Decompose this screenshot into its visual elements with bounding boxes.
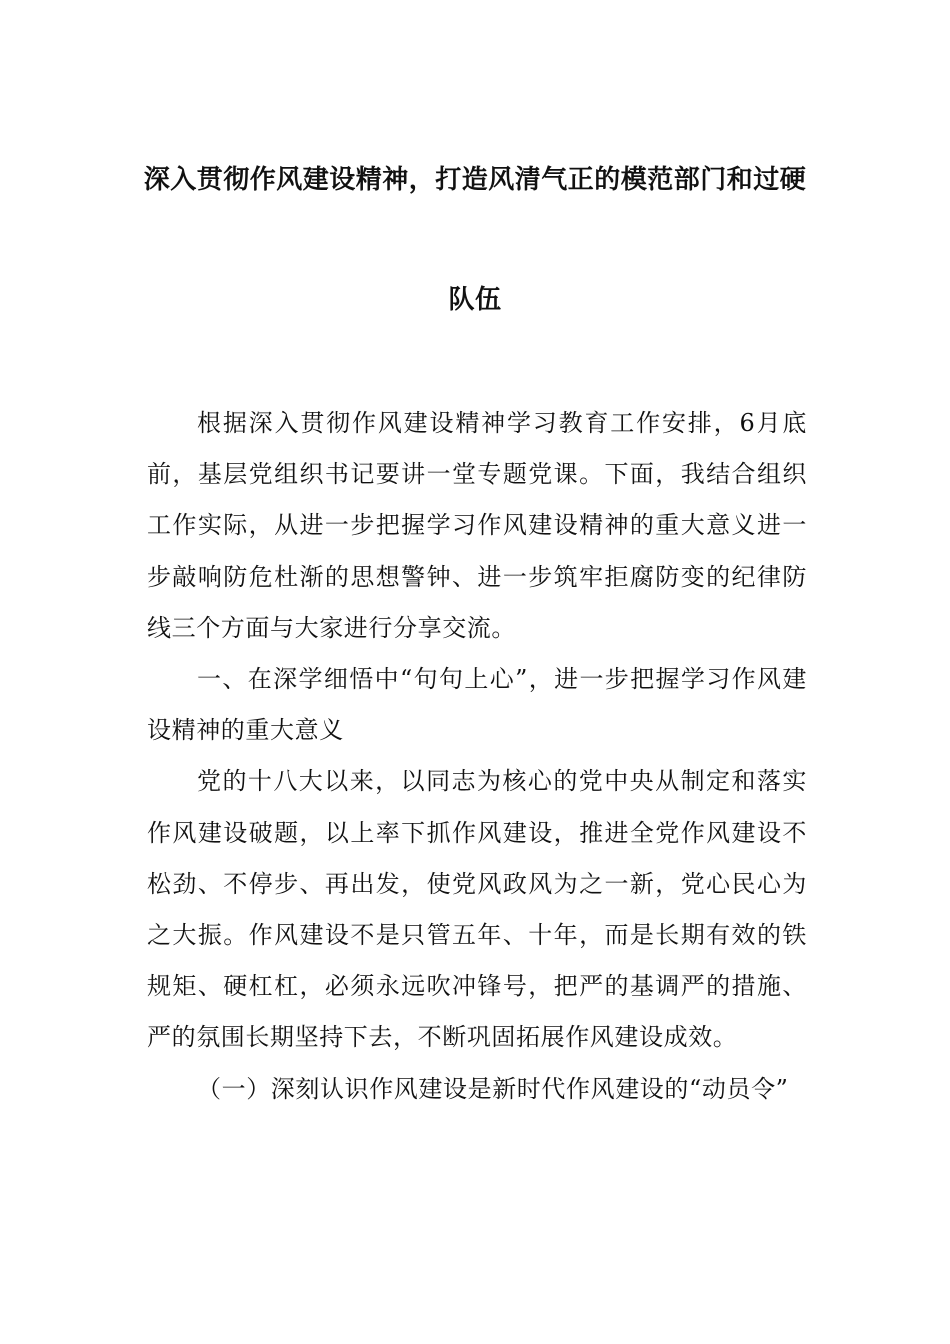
document-body (147, 398, 807, 1115)
subsection-heading-1: （一）深刻认识作风建设是新时代作风建设的“动员令” (197, 1074, 789, 1103)
intro-paragraph: 根据深入贯彻作风建设精神学习教育工作安排，6月底前，基层党组织书记要讲一堂专题党课。下面，我结合组织工作实际，从进一步把握学习作风建设精神的重大意义进一步敲响防危杜渐的思想警钟、进一步筑牢拒腐防变的纪律防线三个方面与大家进行分享交流。 (147, 409, 807, 642)
document-title-line-1: 深入贯彻作风建设精神，打造风清气正的模范部门和过硬 (143, 165, 807, 195)
body-paragraph: 党的十八大以来，以同志为核心的党中央从制定和落实作风建设破题，以上率下抓作风建设，推进全党作风建设不松劲、不停步、再出发，使党风政风为之一新，党心民心为之大振。作风建设不是只管五年、十年，而是长期有效的铁规矩、硬杠杠，必须永远吹冲锋号，把严的基调严的措施、严的氛围长期坚持下去，不断巩固拓展作风建设成效。 (147, 767, 807, 1052)
section-heading-1: 一、在深学细悟中“句句上心”，进一步把握学习作风建设精神的重大意义 (147, 665, 807, 745)
document-title-line-2: 队伍 (448, 285, 502, 315)
